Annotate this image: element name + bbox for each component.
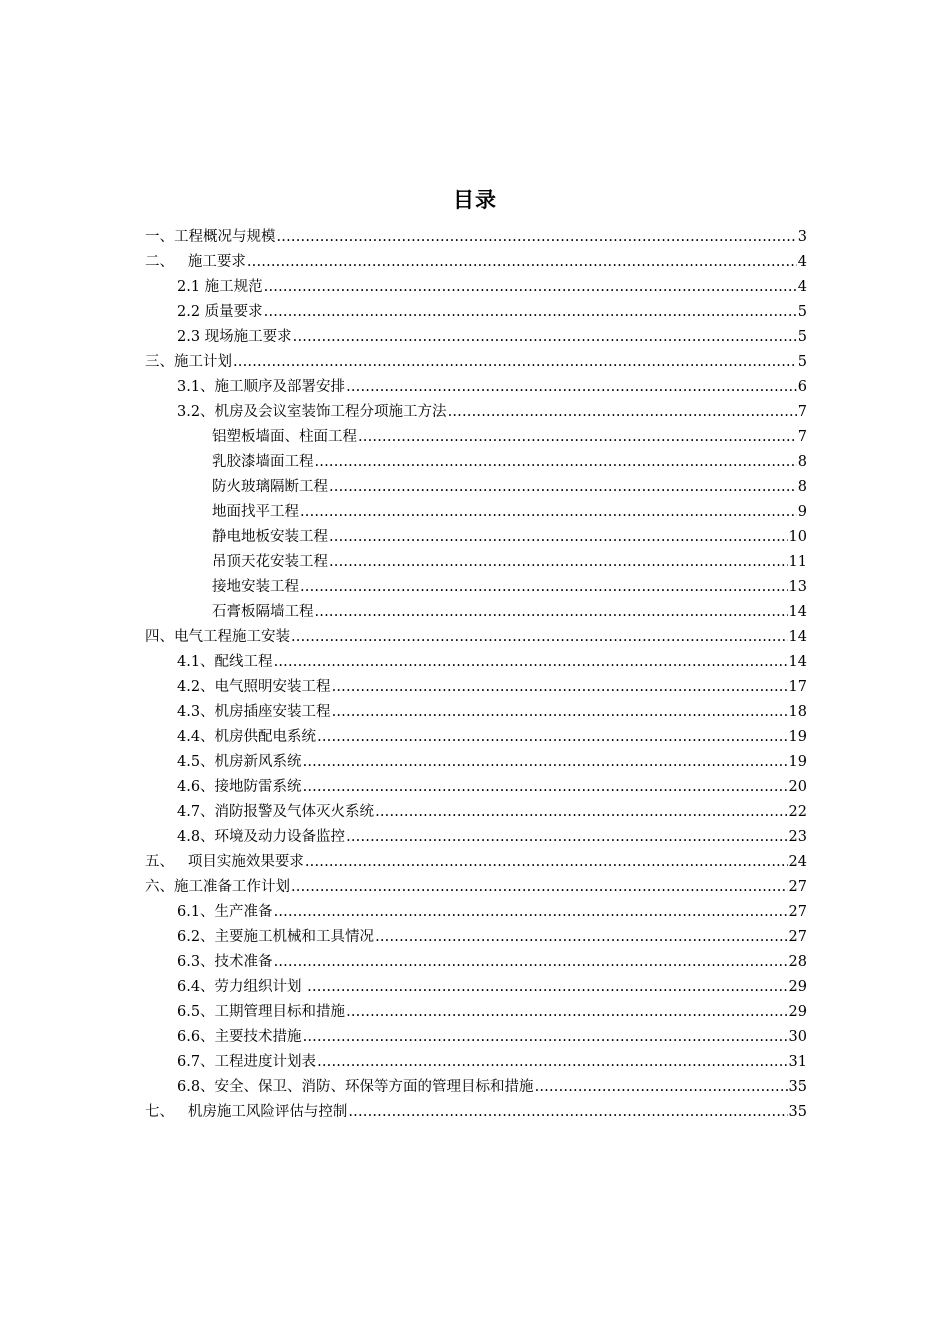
toc-entry-title: 三、施工计划	[145, 354, 232, 370]
dot-leader	[274, 650, 788, 675]
toc-entry-page-number: 31	[788, 1054, 807, 1070]
toc-entry[interactable]	[145, 1025, 807, 1050]
toc-entry-title: 6.3、技术准备	[177, 954, 273, 970]
toc-entry[interactable]	[145, 525, 807, 550]
toc-entry[interactable]	[145, 775, 807, 800]
toc-entry-title: 地面找平工程	[212, 504, 299, 520]
toc-entry-title: 一、工程概况与规模	[145, 229, 276, 245]
dot-leader	[317, 1050, 787, 1075]
toc-entry-page-number: 17	[788, 679, 807, 695]
toc-entry-page-number: 7	[797, 429, 807, 445]
toc-entry-page-number: 35	[788, 1104, 807, 1120]
toc-entry[interactable]	[145, 725, 807, 750]
dot-leader	[264, 275, 797, 300]
toc-entry-page-number: 23	[788, 829, 807, 845]
toc-entry-page-number: 14	[788, 604, 807, 620]
toc-entry-page-number: 14	[788, 654, 807, 670]
toc-entry-page-number: 20	[788, 779, 807, 795]
toc-entry-title: 6.2、主要施工机械和工具情况	[177, 929, 375, 945]
dot-leader	[303, 1025, 788, 1050]
dot-leader	[375, 925, 787, 950]
toc-entry[interactable]	[145, 475, 807, 500]
dot-leader	[274, 900, 788, 925]
toc-entry-page-number: 22	[788, 804, 807, 820]
toc-entry-title: 四、电气工程施工安装	[145, 629, 290, 645]
toc-entry[interactable]	[145, 1000, 807, 1025]
dot-leader	[277, 225, 797, 250]
toc-entry-page-number: 24	[788, 854, 807, 870]
dot-leader	[358, 425, 797, 450]
dot-leader	[293, 325, 797, 350]
toc-entry-title: 4.7、消防报警及气体灭火系统	[177, 804, 375, 820]
toc-entry[interactable]	[145, 625, 807, 650]
toc-entry-page-number: 6	[797, 379, 807, 395]
toc-entry-title: 吊顶天花安装工程	[212, 554, 328, 570]
toc-entry[interactable]	[145, 575, 807, 600]
toc-entry-page-number: 29	[788, 1004, 807, 1020]
dot-leader	[346, 375, 797, 400]
toc-entry[interactable]	[145, 300, 807, 325]
dot-leader	[332, 700, 788, 725]
toc-entry-page-number: 19	[788, 754, 807, 770]
toc-entry[interactable]	[145, 325, 807, 350]
toc-entry-page-number: 9	[797, 504, 807, 520]
toc-entry-page-number: 11	[788, 554, 807, 570]
toc-entry-title: 2.3 现场施工要求	[177, 329, 292, 345]
dot-leader	[291, 625, 788, 650]
toc-entry-page-number: 35	[788, 1079, 807, 1095]
toc-entry-title: 4.1、配线工程	[177, 654, 273, 670]
toc-entry-title: 4.6、接地防雷系统	[177, 779, 302, 795]
toc-entry[interactable]	[145, 925, 807, 950]
dot-leader	[305, 850, 788, 875]
dot-leader	[315, 450, 797, 475]
toc-entry-title: 6.4、劳力组织计划	[177, 979, 307, 995]
toc-entry[interactable]	[145, 1075, 807, 1100]
dot-leader	[233, 350, 797, 375]
toc-entry-title: 七、 机房施工风险评估与控制	[145, 1104, 348, 1120]
toc-entry[interactable]	[145, 750, 807, 775]
toc-entry-page-number: 27	[788, 879, 807, 895]
toc-entry[interactable]	[145, 950, 807, 975]
toc-entry-title: 6.1、生产准备	[177, 904, 273, 920]
toc-entry[interactable]	[145, 1100, 807, 1125]
toc-entry-title: 4.8、环境及动力设备监控	[177, 829, 346, 845]
toc-entry-page-number: 27	[788, 904, 807, 920]
toc-entry-title: 3.1、施工顺序及部署安排	[177, 379, 346, 395]
dot-leader	[329, 525, 788, 550]
dot-leader	[317, 725, 787, 750]
toc-entry-title: 3.2、机房及会议室装饰工程分项施工方法	[177, 404, 447, 420]
dot-leader	[375, 800, 787, 825]
dot-leader	[291, 875, 788, 900]
toc-entry[interactable]	[145, 425, 807, 450]
toc-entry[interactable]	[145, 225, 807, 250]
dot-leader	[346, 825, 787, 850]
toc-entry[interactable]	[145, 650, 807, 675]
dot-leader	[300, 500, 797, 525]
toc-entry-page-number: 8	[797, 479, 807, 495]
toc-entry-title: 乳胶漆墙面工程	[212, 454, 314, 470]
page-title: 目录	[453, 188, 497, 212]
dot-leader	[247, 250, 797, 275]
toc-entry-page-number: 14	[788, 629, 807, 645]
dot-leader	[315, 600, 788, 625]
dot-leader	[448, 400, 797, 425]
toc-entry[interactable]	[145, 450, 807, 475]
toc-entry-page-number: 30	[788, 1029, 807, 1045]
toc-entry-title: 石膏板隔墙工程	[212, 604, 314, 620]
toc-entry-title: 2.1 施工规范	[177, 279, 263, 295]
toc-entry-page-number: 29	[788, 979, 807, 995]
toc-entry-title: 二、 施工要求	[145, 254, 246, 270]
toc-entry-title: 6.8、安全、保卫、消防、环保等方面的管理目标和措施	[177, 1079, 534, 1095]
toc-entry-title: 4.2、电气照明安装工程	[177, 679, 331, 695]
dot-leader	[264, 300, 797, 325]
toc-entry-page-number: 27	[788, 929, 807, 945]
toc-entry[interactable]	[145, 275, 807, 300]
toc-entry-page-number: 13	[788, 579, 807, 595]
toc-entry-title: 6.6、主要技术措施	[177, 1029, 302, 1045]
toc-entry-title: 五、 项目实施效果要求	[145, 854, 304, 870]
dot-leader	[346, 1000, 787, 1025]
dot-leader	[329, 475, 797, 500]
toc-entry[interactable]	[145, 825, 807, 850]
toc-entry-title: 防火玻璃隔断工程	[212, 479, 328, 495]
toc-entry-page-number: 4	[797, 254, 807, 270]
toc-entry-page-number: 3	[797, 229, 807, 245]
toc-entry-page-number: 28	[788, 954, 807, 970]
toc-entry-title: 2.2 质量要求	[177, 304, 263, 320]
toc-entry-page-number: 5	[797, 304, 807, 320]
toc-entry-page-number: 10	[788, 529, 807, 545]
toc-entry-title: 铝塑板墙面、柱面工程	[212, 429, 357, 445]
toc-entry[interactable]	[145, 700, 807, 725]
toc-entry[interactable]	[145, 800, 807, 825]
toc-entry-title: 4.3、机房插座安装工程	[177, 704, 331, 720]
toc-entry[interactable]	[145, 350, 807, 375]
toc-entry[interactable]	[145, 375, 807, 400]
toc-entry-title: 4.5、机房新风系统	[177, 754, 302, 770]
toc-entry-title: 静电地板安装工程	[212, 529, 328, 545]
toc-entry[interactable]	[145, 500, 807, 525]
toc-entry-page-number: 19	[788, 729, 807, 745]
toc-entry-page-number: 7	[797, 404, 807, 420]
toc-entry-page-number: 8	[797, 454, 807, 470]
toc-entry[interactable]	[145, 850, 807, 875]
dot-leader	[300, 575, 788, 600]
toc-entry[interactable]	[145, 400, 807, 425]
dot-leader	[348, 1100, 787, 1125]
toc-entry-title: 六、施工准备工作计划	[145, 879, 290, 895]
dot-leader	[303, 750, 788, 775]
dot-leader	[307, 975, 787, 1000]
dot-leader	[329, 550, 788, 575]
toc-entry[interactable]	[145, 600, 807, 625]
table-of-contents	[145, 225, 807, 1125]
toc-entry-title: 6.5、工期管理目标和措施	[177, 1004, 346, 1020]
toc-entry-page-number: 18	[788, 704, 807, 720]
toc-entry[interactable]	[145, 250, 807, 275]
toc-entry-title: 4.4、机房供配电系统	[177, 729, 317, 745]
toc-entry[interactable]	[145, 875, 807, 900]
toc-entry-page-number: 5	[797, 354, 807, 370]
dot-leader	[303, 775, 788, 800]
toc-entry-page-number: 5	[797, 329, 807, 345]
toc-entry-title: 6.7、工程进度计划表	[177, 1054, 317, 1070]
dot-leader	[332, 675, 788, 700]
dot-leader	[274, 950, 788, 975]
toc-entry-title: 接地安装工程	[212, 579, 299, 595]
toc-entry[interactable]	[145, 900, 807, 925]
toc-entry[interactable]	[145, 550, 807, 575]
toc-entry[interactable]	[145, 975, 807, 1000]
toc-entry-page-number: 4	[797, 279, 807, 295]
dot-leader	[535, 1075, 788, 1100]
toc-entry[interactable]	[145, 1050, 807, 1075]
toc-entry[interactable]	[145, 675, 807, 700]
